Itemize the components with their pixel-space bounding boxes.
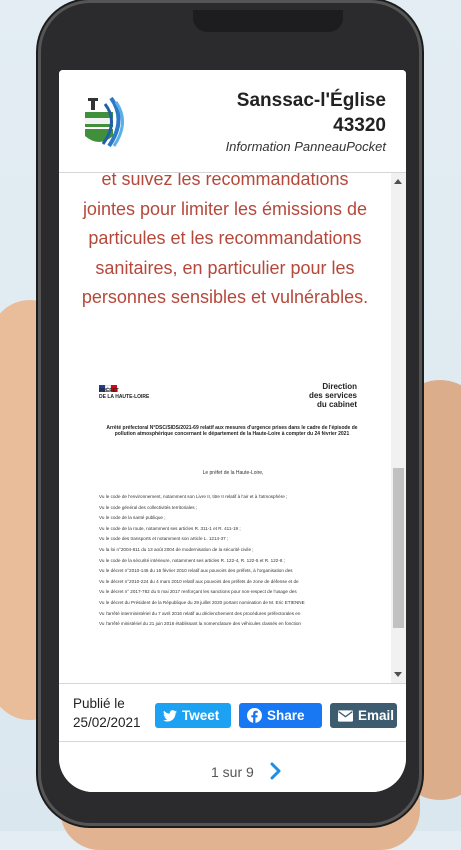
doc-line: Vu le décret n°2010-146 du 16 février 2010 relatif aux pouvoirs des préfets, à l'organisation des xyxy=(99,568,293,574)
app-header xyxy=(59,70,406,173)
email-label: Email xyxy=(358,708,395,723)
message-text xyxy=(59,173,391,313)
page-indicator: 1 sur 9 xyxy=(211,764,254,780)
facebook-icon xyxy=(247,708,262,723)
content-scrollbar[interactable] xyxy=(391,173,406,683)
tweet-label: Tweet xyxy=(182,708,220,723)
doc-line: Vu le code de la sécurité intérieure, notamment ses articles R. 122-4, R. 122-5 et R. 122-8 ; xyxy=(99,557,285,563)
doc-line: Vu l'arrêté interministériel du 7 avril 2016 relatif au déclenchement des procédures préfectorales en xyxy=(99,610,301,616)
message-line: particules et les recommandations xyxy=(88,228,362,248)
message-line: et suivez les recommandations xyxy=(101,173,349,189)
message-line: sanitaires, en particulier pour les xyxy=(95,257,355,278)
postal-code: 43320 xyxy=(333,115,386,136)
attached-document[interactable] xyxy=(83,368,383,683)
scroll-up-arrow-icon[interactable] xyxy=(394,179,402,184)
doc-line: Vu le décret n° 2017-782 du 5 mai 2017 renforçant les sanctions pour non-respect de l'usage des xyxy=(99,589,297,595)
doc-line: Vu le code de la santé publique ; xyxy=(99,515,166,521)
message-line: jointes pour limiter les émissions de xyxy=(82,198,368,219)
town-name: Sanssac-l'Église xyxy=(236,90,386,111)
message-content[interactable] xyxy=(59,173,391,683)
doc-prefet-line: Le préfet de la Haute-Loire, xyxy=(202,470,264,476)
scrollbar-thumb[interactable] xyxy=(393,468,404,628)
doc-line: Vu la loi n°2004-811 du 13 août 2004 de modernisation de la sécurité civile ; xyxy=(99,546,254,552)
chevron-right-icon[interactable] xyxy=(270,762,282,780)
doc-line: Vu le décret n°2010-224 du 4 mars 2010 relatif aux pouvoirs des préfets de zone de défense et de xyxy=(99,578,299,584)
town-title xyxy=(237,88,386,138)
doc-prefet-label: PRÉFET DE LA HAUTE-LOIRE xyxy=(99,388,150,400)
pagination xyxy=(59,741,406,792)
town-logo-icon xyxy=(83,94,127,148)
app-subtitle: Information PanneauPocket xyxy=(225,139,386,154)
doc-line: Vu le code général des collectivités territoriales ; xyxy=(99,504,198,510)
phone-notch xyxy=(193,10,343,32)
email-button[interactable] xyxy=(330,703,397,728)
published-label: Publié le xyxy=(73,696,125,711)
tweet-button[interactable] xyxy=(155,703,231,728)
published-date: 25/02/2021 xyxy=(73,715,141,730)
message-line: personnes sensibles et vulnérables. xyxy=(81,287,369,307)
doc-line: Vu le code des transports et notamment son article L. 1214-37 ; xyxy=(99,536,229,542)
doc-title: Arrêté préfectoral N°DSC/SIDS/2021-69 relatif aux mesures d'urgence prises dans le cadre de l'épisode de pollution atmosphérique concernant le département de la Haute-Loire à compter du 24 février 2021 xyxy=(106,425,358,437)
doc-line: Vu le code de la route, notamment ses articles R. 311-1 et R. 411-19 ; xyxy=(99,525,241,531)
envelope-icon xyxy=(338,710,353,722)
marianne-flag-icon xyxy=(99,379,117,386)
doc-line: Vu l'arrêté ministériel du 21 juin 2016 établissant la nomenclature des véhicules classés en fonction xyxy=(99,621,301,627)
doc-direction: Direction des services du cabinet xyxy=(308,382,357,409)
phone-screen xyxy=(59,70,406,792)
facebook-share-button[interactable] xyxy=(239,703,322,728)
scroll-down-arrow-icon[interactable] xyxy=(394,672,402,677)
doc-body xyxy=(99,494,367,632)
twitter-bird-icon xyxy=(163,710,177,722)
message-footer xyxy=(59,683,406,742)
doc-line: Vu le code de l'environnement, notamment son Livre II, titre II relatif à l'air et à l'atmosphère ; xyxy=(99,494,288,499)
doc-line: Vu le décret du Président de la République du 29 juillet 2020 portant nomination de M. Eric ETIENNE xyxy=(99,599,305,605)
share-label: Share xyxy=(267,708,305,723)
published-info xyxy=(73,694,141,732)
